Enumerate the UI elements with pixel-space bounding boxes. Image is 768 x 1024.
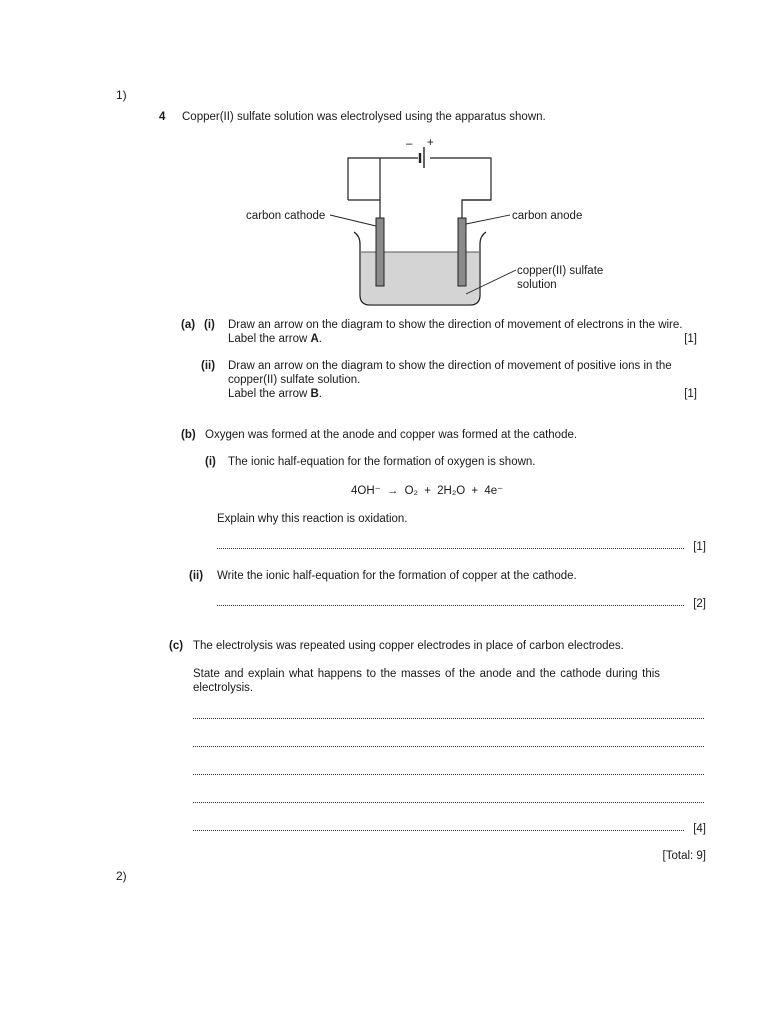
electrolysis-diagram [0, 130, 768, 450]
part-b-ii-text: Write the ionic half-equation for the formation of copper at the cathode. [217, 570, 577, 582]
part-c-prompt-line2: electrolysis. [193, 682, 254, 694]
part-c-mark: [4] [693, 823, 706, 835]
part-a-i-line2: Label the arrow A. [228, 333, 322, 345]
part-a-i-line1: Draw an arrow on the diagram to show the direction of movement of electrons in the wire. [228, 319, 683, 331]
label-solution-line1: copper(II) sulfate [517, 265, 604, 277]
part-b-ii-mark: [2] [693, 598, 706, 610]
answer-line-c-1[interactable] [193, 708, 704, 719]
anode-electrode [458, 218, 466, 286]
part-b-ii-num: (ii) [189, 570, 204, 582]
label-carbon-cathode: carbon cathode [246, 210, 326, 222]
total-marks: [Total: 9] [662, 850, 706, 862]
answer-line-b-ii[interactable] [217, 595, 684, 606]
part-a-ii-line3: Label the arrow B. [228, 388, 322, 400]
answer-line-c-4[interactable] [193, 792, 704, 803]
question-number: 4 [159, 111, 166, 123]
part-c-letter: (c) [169, 640, 184, 652]
part-a-i-mark: [1] [684, 333, 697, 345]
oxygen-half-equation: 4OH⁻ → O₂ + 2H₂O + 4e⁻ [351, 485, 504, 497]
question-index-1: 1) [116, 88, 127, 102]
answer-line-b-i[interactable] [217, 538, 684, 549]
cell-minus-sign: – [406, 138, 413, 150]
cathode-electrode [376, 218, 384, 286]
part-a-i-num: (i) [204, 319, 215, 331]
part-a-ii-mark: [1] [684, 388, 697, 400]
part-a-ii-line1: Draw an arrow on the diagram to show the direction of movement of positive ions in the [228, 360, 672, 372]
answer-line-c-3[interactable] [193, 764, 704, 775]
part-b-intro: Oxygen was formed at the anode and copper was formed at the cathode. [205, 429, 578, 441]
answer-line-c-5[interactable] [193, 820, 684, 831]
circuit-wire [348, 158, 491, 218]
part-b-i-num: (i) [205, 456, 216, 468]
cell-plus-sign: + [427, 137, 434, 149]
leader-anode [466, 215, 510, 224]
leader-cathode [330, 215, 376, 226]
part-b-i-prompt: Explain why this reaction is oxidation. [217, 513, 408, 525]
label-solution-line2: solution [517, 279, 557, 291]
part-a-ii-num: (ii) [201, 360, 216, 372]
part-c-prompt-line1: State and explain what happens to the masses of the anode and the cathode during this [193, 668, 661, 680]
part-b-i-mark: [1] [693, 541, 706, 553]
part-b-i-text: The ionic half-equation for the formation of oxygen is shown. [228, 456, 536, 468]
label-carbon-anode: carbon anode [512, 210, 583, 222]
part-a-letter: (a) [181, 319, 196, 331]
part-c-intro: The electrolysis was repeated using copper electrodes in place of carbon electrodes. [193, 640, 624, 652]
part-b-letter: (b) [181, 429, 196, 441]
question-index-2: 2) [116, 869, 127, 883]
question-stem: Copper(II) sulfate solution was electrolysed using the apparatus shown. [182, 111, 546, 123]
answer-line-c-2[interactable] [193, 736, 704, 747]
part-a-ii-line2: copper(II) sulfate solution. [228, 374, 361, 386]
